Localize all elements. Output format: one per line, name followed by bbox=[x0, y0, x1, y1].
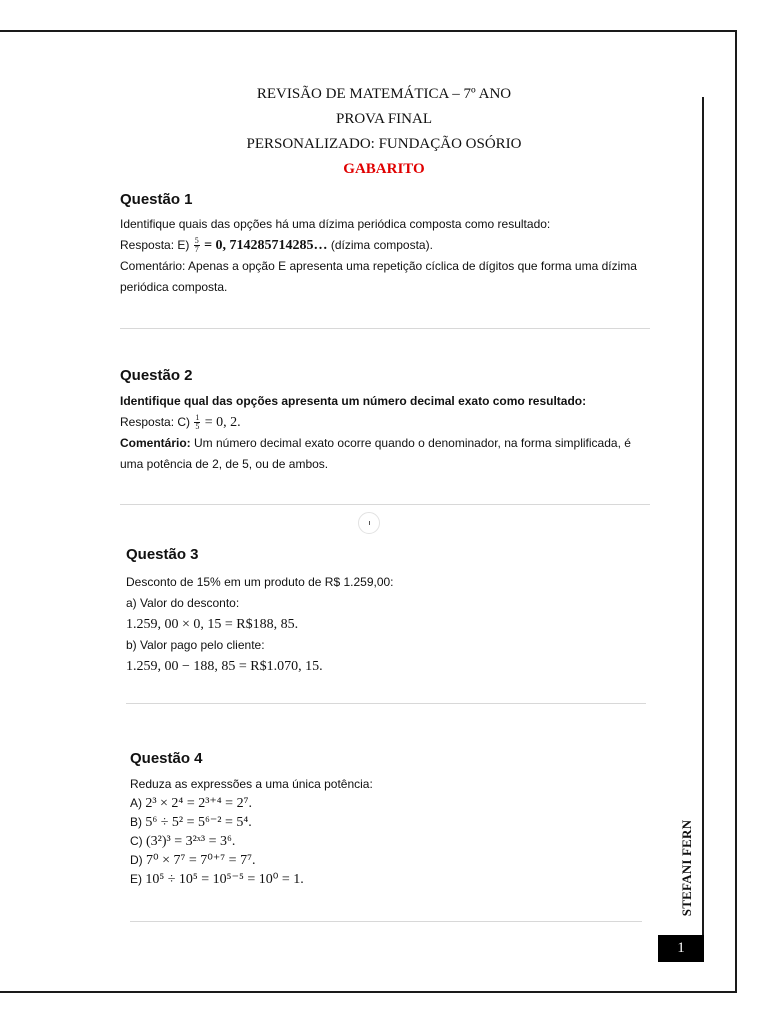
q4-title: Questão 4 bbox=[130, 750, 203, 767]
q3-b-math: 1.259, 00 − 188, 85 = R$1.070, 15. bbox=[126, 659, 323, 674]
q1-answer-math: = 0, 714285714285… bbox=[204, 238, 328, 253]
q2-answer bbox=[120, 412, 631, 433]
q2-comment-line1: Comentário: Um número decimal exato ocorre quando o denominador, na forma simplificada, é bbox=[120, 436, 631, 450]
q3-a-math: 1.259, 00 × 0, 15 = R$188, 85. bbox=[126, 617, 299, 632]
q4-item-a: A) 2³ × 2⁴ = 2³⁺⁴ = 2⁷. bbox=[130, 796, 252, 811]
q3-title: Questão 3 bbox=[126, 546, 199, 563]
q4-item-b: B) 5⁶ ÷ 5² = 5⁶⁻² = 5⁴. bbox=[130, 815, 252, 830]
q2-fraction: $\frac{1}{5}$ bbox=[195, 413, 200, 432]
q4-prompt: Reduza as expressões a uma única potência: bbox=[130, 777, 373, 791]
q1-body bbox=[120, 214, 637, 298]
q2-title: Questão 2 bbox=[120, 367, 193, 384]
header-gabarito: GABARITO bbox=[343, 161, 425, 177]
q1-answer-prefix: Resposta: E) bbox=[120, 238, 190, 252]
q1-answer bbox=[120, 235, 637, 256]
q2-prompt: Identifique qual das opções apresenta um número decimal exato como resultado: bbox=[120, 394, 587, 408]
q3-b-label: b) Valor pago pelo cliente: bbox=[126, 638, 265, 652]
q4-item-c: C) (3²)³ = 3²ˣ³ = 3⁶. bbox=[130, 834, 236, 849]
q1-prompt: Identifique quais das opções há uma dízima periódica composta como resultado: bbox=[120, 217, 551, 231]
q3-a-label: a) Valor do desconto: bbox=[126, 596, 240, 610]
q1-divider bbox=[120, 328, 650, 329]
q4-item-e: E) 10⁵ ÷ 10⁵ = 10⁵⁻⁵ = 10⁰ = 1. bbox=[130, 872, 304, 887]
q1-answer-suffix: (dízima composta). bbox=[330, 238, 433, 252]
page-number: 1 bbox=[658, 935, 704, 962]
q1-comment-line2: periódica composta. bbox=[120, 280, 228, 294]
header-title: REVISÃO DE MATEMÁTICA – 7º ANO bbox=[256, 86, 512, 102]
q1-comment-line1: Comentário: Apenas a opção E apresenta uma repetição cíclica de dígitos que forma uma dízima bbox=[120, 259, 637, 273]
q2-body bbox=[120, 391, 631, 475]
q4-item-d: D) 7⁰ × 7⁷ = 7⁰⁺⁷ = 7⁷. bbox=[130, 853, 256, 868]
q1-fraction: $\frac{5}{7}$ bbox=[194, 236, 199, 255]
header-school: PERSONALIZADO: FUNDAÇÃO OSÓRIO bbox=[246, 136, 522, 152]
divider-handle-icon bbox=[358, 512, 380, 534]
header-subtitle: PROVA FINAL bbox=[336, 111, 432, 127]
q4-body bbox=[130, 775, 373, 889]
q2-divider bbox=[120, 504, 650, 505]
q3-prompt: Desconto de 15% em um produto de R$ 1.259,00: bbox=[126, 575, 394, 589]
q1-title: Questão 1 bbox=[120, 191, 193, 208]
side-author-label: STEFANI FERN bbox=[679, 819, 694, 917]
q4-divider bbox=[130, 921, 642, 922]
q2-answer-prefix: Resposta: C) bbox=[120, 415, 191, 429]
q2-comment-line2: uma potência de 2, de 5, ou de ambos. bbox=[120, 457, 329, 471]
q3-divider bbox=[126, 703, 646, 704]
side-rule bbox=[702, 97, 704, 957]
q2-answer-math: = 0, 2. bbox=[204, 415, 241, 430]
q3-body bbox=[126, 572, 394, 677]
